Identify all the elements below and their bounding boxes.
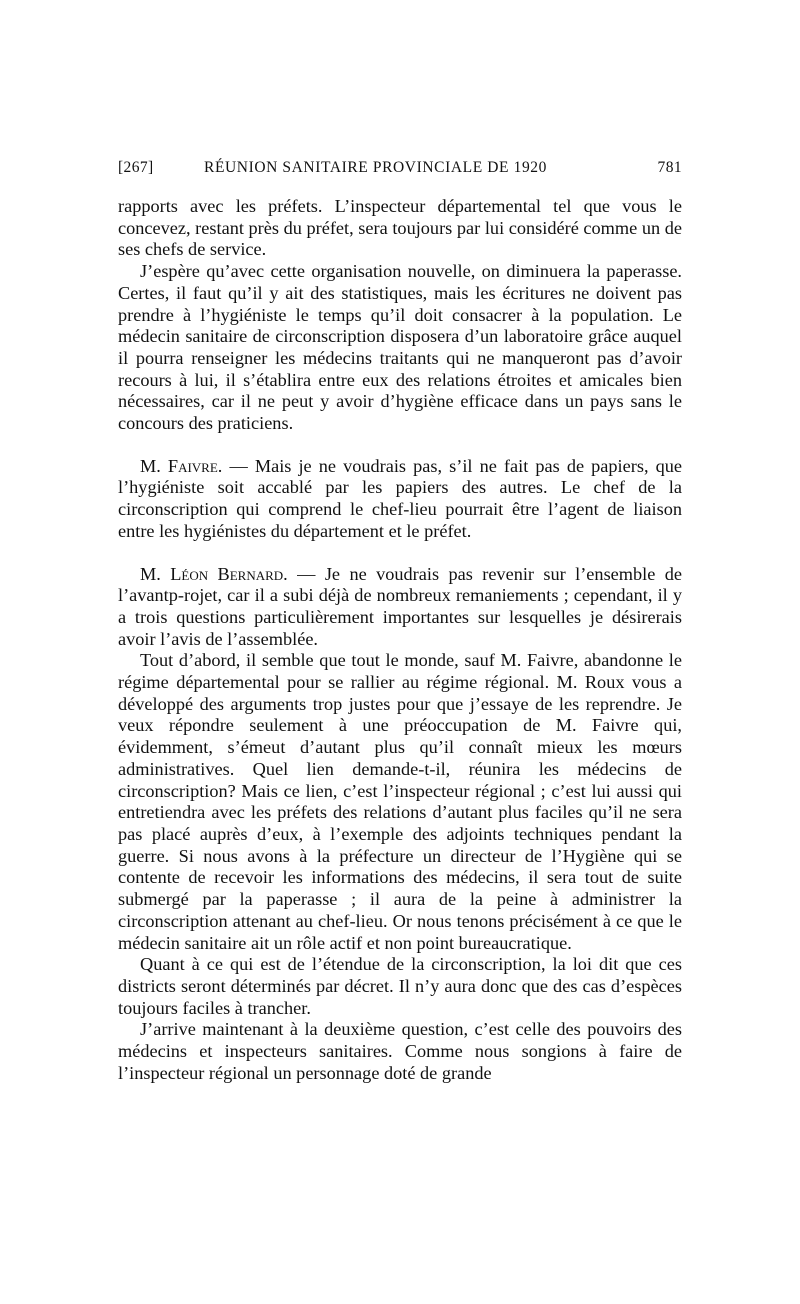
- paragraph: [118, 1019, 682, 1084]
- running-title: RÉUNION SANITAIRE PROVINCIALE DE 1920: [204, 159, 547, 176]
- paragraph-text: Quant à ce qui est de l’étendue de la circonscription, la loi dit que ces districts seront déterminés par décret. Il n’y aura donc que des cas d’espèces toujours faciles à trancher.: [118, 954, 682, 1018]
- paragraph-text: Tout d’abord, il semble que tout le monde, sauf M. Faivre, abandonne le régime départemental pour se rallier au régime régional. M. Roux vous a développé des arguments trop justes pour que j’essaye de les reprendre. Je veux répondre seulement à une préoccupation de M. Faivre qui, évidemment, s’émeut d’autant plus qu’il connaît mieux les mœurs administratives. Quel lien demande-t-il, réunira les médecins de circonscription? Mais ce lien, c’est l’inspecteur régional ; c’est lui aussi qui entretiendra avec les préfets des relations d’autant plus faciles qu’il ne sera pas placé auprès d’eux, à l’exemple des adjoints techniques pendant la guerre. Si nous avons à la préfecture un directeur de l’Hygiène qui se contente de recevoir les informations des médecins, il sera tout de suite submergé par la paperasse ; il aura de la peine à administrer la circonscription attenant au chef-lieu. Or nous tenons précisément à ce que le médecin sanitaire ait un rôle actif et non point bureaucratique.: [118, 650, 682, 953]
- page-number: 781: [657, 159, 682, 176]
- speaker-name: M. Léon Bernard.: [140, 563, 288, 584]
- paragraph: [118, 456, 682, 543]
- paragraph: [118, 650, 682, 954]
- paragraph: [118, 261, 682, 435]
- page-reference: [267]: [118, 159, 154, 176]
- speaker-name: M. Faivre.: [140, 455, 223, 476]
- running-header: [118, 159, 682, 181]
- paragraph: [118, 564, 682, 651]
- paragraph-text: — Mais je ne voudrais pas, s’il ne fait pas de papiers, que l’hygiéniste soit accablé par les papiers des autres. Le chef de la circonscription qui comprend le chef-lieu pourrait être l’agent de liaison entre les hygiénistes du département et le préfet.: [118, 455, 682, 541]
- paragraph-text: J’arrive maintenant à la deuxième question, c’est celle des pouvoirs des médecins et inspecteurs sanitaires. Comme nous songions à faire de l’inspecteur régional un personnage doté de grande: [118, 1019, 682, 1083]
- paragraph-text: rapports avec les préfets. L’inspecteur départemental tel que vous le concevez, restant près du préfet, sera toujours par lui considéré comme un de ses chefs de service.: [118, 196, 682, 260]
- paragraph: [118, 954, 682, 1019]
- paragraph-text: — Je ne voudrais pas revenir sur l’ensemble de l’avantp-rojet, car il a subi déjà de nombreux remaniements ; cependant, il y a trois questions particulièrement importantes sur lesquelles je désirerais avoir l’avis de l’assemblée.: [118, 563, 683, 649]
- paragraph: [118, 196, 682, 261]
- paragraph-text: J’espère qu’avec cette organisation nouvelle, on diminuera la paperasse. Certes, il faut qu’il y ait des statistiques, mais les écritures ne doivent pas prendre à l’hygiéniste le temps qu’il doit consacrer à la population. Le médecin sanitaire de circonscription disposera d’un laboratoire grâce auquel il pourra renseigner les médecins traitants qui ne manqueront pas d’avoir recours à lui, il s’établira entre eux des relations étroites et amicales bien nécessaires, car il ne peut y avoir d’hygiène efficace dans un pays sans le concours des praticiens.: [118, 261, 682, 434]
- body-text: [118, 196, 682, 1084]
